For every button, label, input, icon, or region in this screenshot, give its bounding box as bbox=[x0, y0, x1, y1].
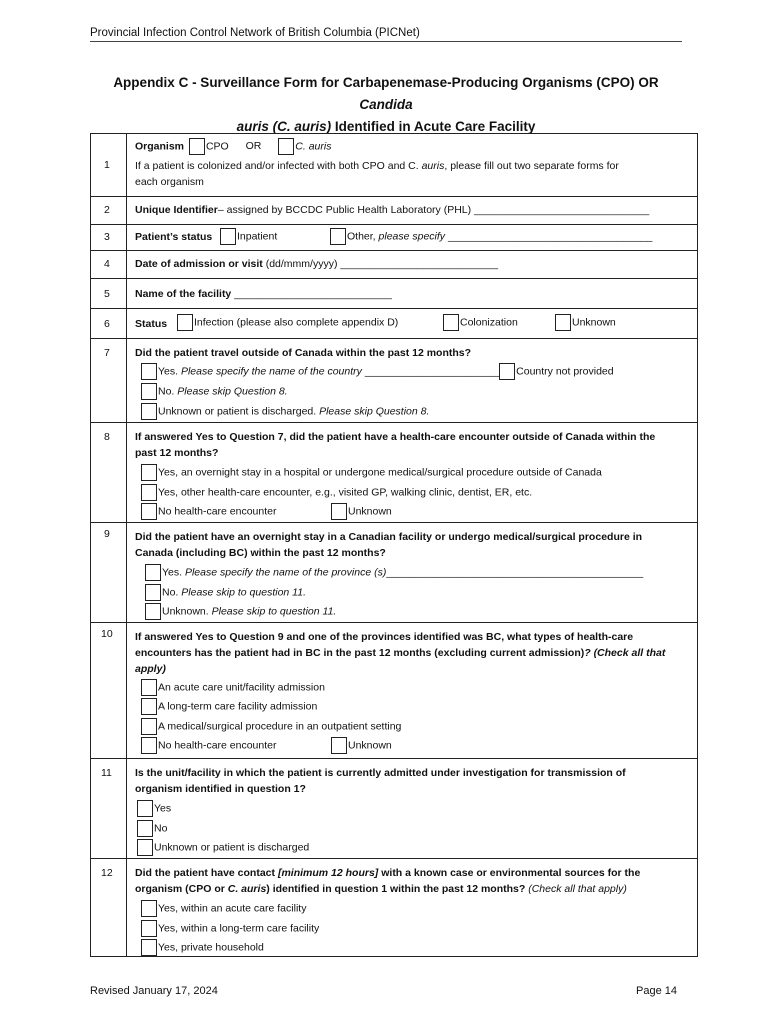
colonization-label: Colonization bbox=[460, 316, 518, 329]
overnight-abroad-checkbox[interactable] bbox=[141, 464, 157, 481]
contact-household-checkbox[interactable] bbox=[141, 939, 157, 956]
cpo-label: CPO bbox=[205, 140, 229, 153]
question-9: Did the patient have an overnight stay in a Canadian facility or undergo medical/surgical procedure in bbox=[135, 531, 643, 543]
acute-care-admission-checkbox[interactable] bbox=[141, 679, 157, 696]
row-3: 3 Patient’s status Inpatient Other, please specify ___________________________________ bbox=[91, 225, 698, 251]
page-header: Provincial Infection Control Network of British Columbia (PICNet) bbox=[90, 27, 682, 42]
c-auris-checkbox[interactable] bbox=[278, 138, 294, 155]
row-2 bbox=[91, 197, 698, 225]
unknown-encounter-abroad-checkbox[interactable] bbox=[331, 503, 347, 520]
cpo-checkbox[interactable] bbox=[189, 138, 205, 155]
row-number: 1 bbox=[104, 159, 110, 171]
unknown-status-checkbox[interactable] bbox=[555, 314, 571, 331]
row-12: 12 Did the patient have contact [minimum 12 hours] with a known case or environmental sources for the organism (CPO or C. auris) identified in question 1 within the past 12 months? (Check all that apply) Yes, within an acute care facility Yes, within a long-term care facility Yes, private household bbox=[91, 859, 698, 957]
investigation-yes-checkbox[interactable] bbox=[137, 800, 153, 817]
colonization-checkbox[interactable] bbox=[443, 314, 459, 331]
admission-date-label: Date of admission or visit bbox=[135, 258, 263, 270]
status-label: Status bbox=[135, 318, 168, 330]
infection-label: Infection (please also complete appendix D) bbox=[194, 316, 399, 329]
question-7: Did the patient travel outside of Canada within the past 12 months? bbox=[135, 347, 472, 359]
row-number: 11 bbox=[101, 767, 112, 779]
row-1 bbox=[91, 134, 698, 197]
row-11: 11 Is the unit/facility in which the patient is currently admitted under investigation for transmission of organism identified in question 1? Yes No Unknown or patient is discharged bbox=[91, 759, 698, 859]
surveillance-table bbox=[90, 133, 698, 957]
page-number: Page 14 bbox=[636, 985, 677, 997]
unique-id-field[interactable]: – assigned by BCCDC Public Health Laboratory (PHL) ______________________________ bbox=[217, 204, 650, 216]
travel-yes-checkbox[interactable] bbox=[141, 363, 157, 380]
organism-note-cont: each organism bbox=[135, 176, 204, 188]
row-8: 8 If answered Yes to Question 7, did the patient have a health-care encounter outside of Canada within the past 12 months? Yes, an overnight stay in a hospital or undergone medical/surgical procedure outside of Canada Yes, other health-care encounter, e.g., visited GP, walking clinic, dentist, ER, etc. No health-care encounter Unknown bbox=[91, 423, 698, 523]
investigation-no-checkbox[interactable] bbox=[137, 820, 153, 837]
row-number: 5 bbox=[104, 288, 110, 300]
row-number: 12 bbox=[101, 867, 113, 879]
form-title: Appendix C - Surveillance Form for Carbapenemase-Producing Organisms (CPO) OR Candida auris (C. auris) Identified in Acute Care Facility bbox=[113, 75, 659, 134]
canada-unknown-checkbox[interactable] bbox=[145, 603, 161, 620]
canada-yes-checkbox[interactable] bbox=[145, 564, 161, 581]
row-number: 10 bbox=[101, 628, 113, 640]
province-field[interactable]: ____________________________________________ bbox=[386, 566, 644, 579]
no-bc-encounter-checkbox[interactable] bbox=[141, 737, 157, 754]
row-number: 3 bbox=[104, 231, 110, 243]
unique-id-label: Unique Identifier bbox=[135, 204, 218, 216]
row-number: 8 bbox=[104, 431, 110, 443]
row-7: 7 Did the patient travel outside of Canada within the past 12 months? Yes. Please specify the name of the country _______________________ Country not provided No. Please skip Question 8. Unknown or patient is discharged. Please skip Question 8. bbox=[91, 339, 698, 423]
facility-name-field[interactable]: ___________________________ bbox=[231, 288, 392, 300]
question-10: If answered Yes to Question 9 and one of the provinces identified was BC, what types of health-care bbox=[135, 631, 634, 643]
contact-ltc-checkbox[interactable] bbox=[141, 920, 157, 937]
canada-no-checkbox[interactable] bbox=[145, 584, 161, 601]
ltc-admission-checkbox[interactable] bbox=[141, 698, 157, 715]
travel-unknown-checkbox[interactable] bbox=[141, 403, 157, 420]
country-not-provided-label: Country not provided bbox=[516, 365, 614, 378]
question-12: Did the patient have contact [minimum 12 hours] with a known case or environmental sources for the bbox=[135, 867, 641, 879]
row-number: 9 bbox=[104, 528, 110, 540]
unknown-bc-encounter-checkbox[interactable] bbox=[331, 737, 347, 754]
infection-checkbox[interactable] bbox=[177, 314, 193, 331]
inpatient-checkbox[interactable] bbox=[220, 228, 236, 245]
inpatient-label: Inpatient bbox=[237, 230, 278, 243]
no-encounter-abroad-checkbox[interactable] bbox=[141, 503, 157, 520]
row-10: 10 If answered Yes to Question 9 and one of the provinces identified was BC, what types of health-care encounters has the patient had in BC in the past 12 months (excluding current admission)? (Check all that apply) An acute care unit/facility admission A long-term care facility admission A medical/surgical procedure in an outpatient setting No health-care encounter Unknown bbox=[91, 623, 698, 759]
row-4 bbox=[91, 251, 698, 279]
row-9: 9 Did the patient have an overnight stay in a Canadian facility or undergo medical/surgical procedure in Canada (including BC) within the past 12 months? Yes. Please specify the name of the province (s)____________________________________________ No. Please skip to question 11. Unknown. Please skip to question 11. bbox=[91, 523, 698, 623]
country-field[interactable]: _______________________ bbox=[361, 365, 500, 378]
organism-label: Organism bbox=[135, 140, 185, 153]
investigation-unknown-checkbox[interactable] bbox=[137, 839, 153, 856]
other-status-checkbox[interactable] bbox=[330, 228, 346, 245]
row-5 bbox=[91, 279, 698, 309]
c-auris-label: C. auris bbox=[295, 140, 332, 153]
row-number: 2 bbox=[104, 204, 110, 216]
organism-note: If a patient is colonized and/or infected with both CPO and C. auris, please fill out two separate forms for bbox=[135, 160, 619, 172]
contact-acute-care-checkbox[interactable] bbox=[141, 900, 157, 917]
patient-status-label: Patient’s status bbox=[135, 231, 213, 243]
travel-no-checkbox[interactable] bbox=[141, 383, 157, 400]
row-6 bbox=[91, 309, 698, 339]
other-status-field[interactable]: ___________________________________ bbox=[445, 230, 653, 243]
row-number: 4 bbox=[104, 258, 110, 270]
outpatient-procedure-checkbox[interactable] bbox=[141, 718, 157, 735]
row-number: 6 bbox=[104, 318, 110, 330]
or-label: OR bbox=[245, 140, 262, 153]
revised-date: Revised January 17, 2024 bbox=[90, 985, 218, 997]
question-11: Is the unit/facility in which the patient is currently admitted under investigation for transmission of bbox=[135, 767, 626, 779]
row-number: 7 bbox=[104, 347, 110, 359]
country-not-provided-checkbox[interactable] bbox=[499, 363, 515, 380]
admission-date-field[interactable]: (dd/mmm/yyyy) ___________________________ bbox=[262, 258, 499, 270]
question-8: If answered Yes to Question 7, did the patient have a health-care encounter outside of Canada within the bbox=[135, 431, 656, 443]
unknown-status-label: Unknown bbox=[572, 316, 616, 329]
facility-name-label: Name of the facility bbox=[135, 288, 232, 300]
other-encounter-abroad-checkbox[interactable] bbox=[141, 484, 157, 501]
